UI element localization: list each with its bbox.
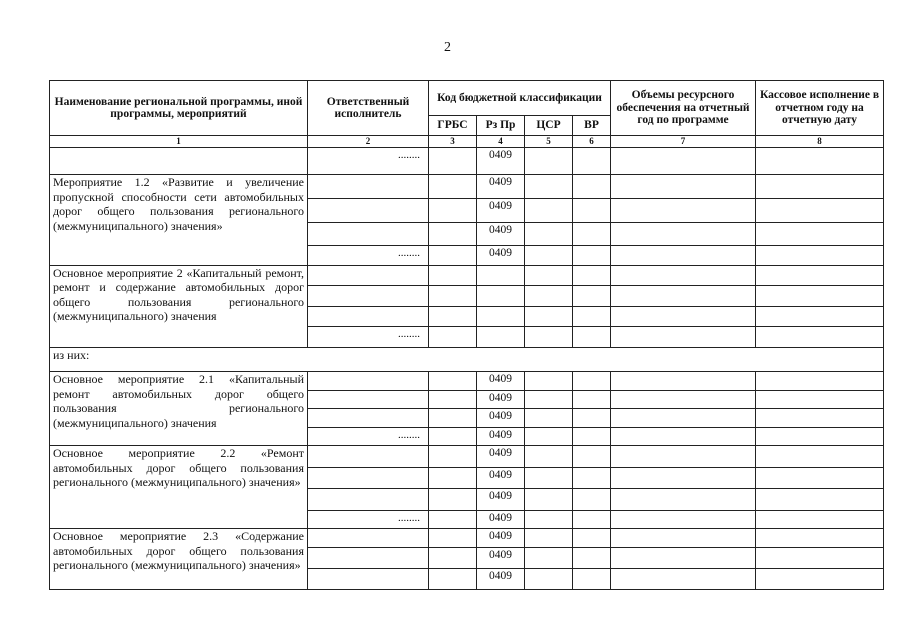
table-row xyxy=(50,372,884,390)
col-number: 3 xyxy=(429,136,477,147)
col-number: 2 xyxy=(308,136,429,147)
executor-dots: ........ xyxy=(308,246,429,265)
rzpr-code: 0409 xyxy=(477,569,525,590)
rzpr-code: 0409 xyxy=(477,198,525,222)
rzpr-code: 0409 xyxy=(477,427,525,445)
page-number: 2 xyxy=(444,40,451,55)
program-item-name: Основное мероприятие 2.3 «Содержание автомобильных дорог общего пользования регионального (межмуниципального) значения» xyxy=(50,529,308,590)
rzpr-code: 0409 xyxy=(477,246,525,265)
rzpr-code: 0409 xyxy=(477,446,525,468)
rzpr-code: 0409 xyxy=(477,222,525,246)
rzpr-code: 0409 xyxy=(477,372,525,390)
table-row xyxy=(50,265,884,286)
header-budget-code: Код бюджетной классификации xyxy=(429,81,611,116)
subgroup-label: из них: xyxy=(50,347,884,372)
table-row xyxy=(50,175,884,199)
header-cash: Кассовое исполнение в отчетном году на отчетную дату xyxy=(756,81,884,136)
col-number: 6 xyxy=(573,136,611,147)
rzpr-code: 0409 xyxy=(477,467,525,489)
program-item-name: Основное мероприятие 2 «Капитальный ремонт, ремонт и содержание автомобильных дорог общего пользования регионального (межмуниципального) значения xyxy=(50,265,308,347)
rzpr-code: 0409 xyxy=(477,175,525,199)
header-executor: Ответственный исполнитель xyxy=(308,81,429,136)
col-number: 8 xyxy=(756,136,884,147)
table-row xyxy=(50,147,884,175)
col-number: 5 xyxy=(525,136,573,147)
header-csr: ЦСР xyxy=(525,115,573,136)
rzpr-code: 0409 xyxy=(477,547,525,569)
rzpr-code: 0409 xyxy=(477,489,525,511)
header-grbs: ГРБС xyxy=(429,115,477,136)
col-number: 1 xyxy=(50,136,308,147)
executor-dots: ........ xyxy=(308,147,429,175)
program-item-name: Основное мероприятие 2.1 «Капитальный ремонт автомобильных дорог общего пользования регионального (межмуниципального) значения xyxy=(50,372,308,446)
rzpr-code: 0409 xyxy=(477,529,525,547)
rzpr-code: 0409 xyxy=(477,409,525,427)
program-item-name: Основное мероприятие 2.2 «Ремонт автомобильных дорог общего пользования регионального (межмуниципального) значения» xyxy=(50,446,308,529)
rzpr-code: 0409 xyxy=(477,390,525,408)
column-number-row xyxy=(50,136,884,147)
header-rzpr: Рз Пр xyxy=(477,115,525,136)
rzpr-code: 0409 xyxy=(477,510,525,528)
executor-dots: ........ xyxy=(308,510,429,528)
header-row-1 xyxy=(50,81,884,116)
program-item-name: Мероприятие 1.2 «Развитие и увеличение пропускной способности сети автомобильных дорог общего пользования регионального (межмуниципального) значения» xyxy=(50,175,308,265)
table-row xyxy=(50,347,884,372)
col-number: 4 xyxy=(477,136,525,147)
rzpr-code: 0409 xyxy=(477,147,525,175)
col-number: 7 xyxy=(611,136,756,147)
budget-table xyxy=(49,80,884,590)
header-name: Наименование региональной программы, иной программы, мероприятий xyxy=(50,81,308,136)
executor-dots: ........ xyxy=(308,327,429,348)
table-row xyxy=(50,446,884,468)
header-volume: Объемы ресурсного обеспечения на отчетный год по программе xyxy=(611,81,756,136)
executor-dots: ........ xyxy=(308,427,429,445)
header-vr: ВР xyxy=(573,115,611,136)
table-row xyxy=(50,529,884,547)
